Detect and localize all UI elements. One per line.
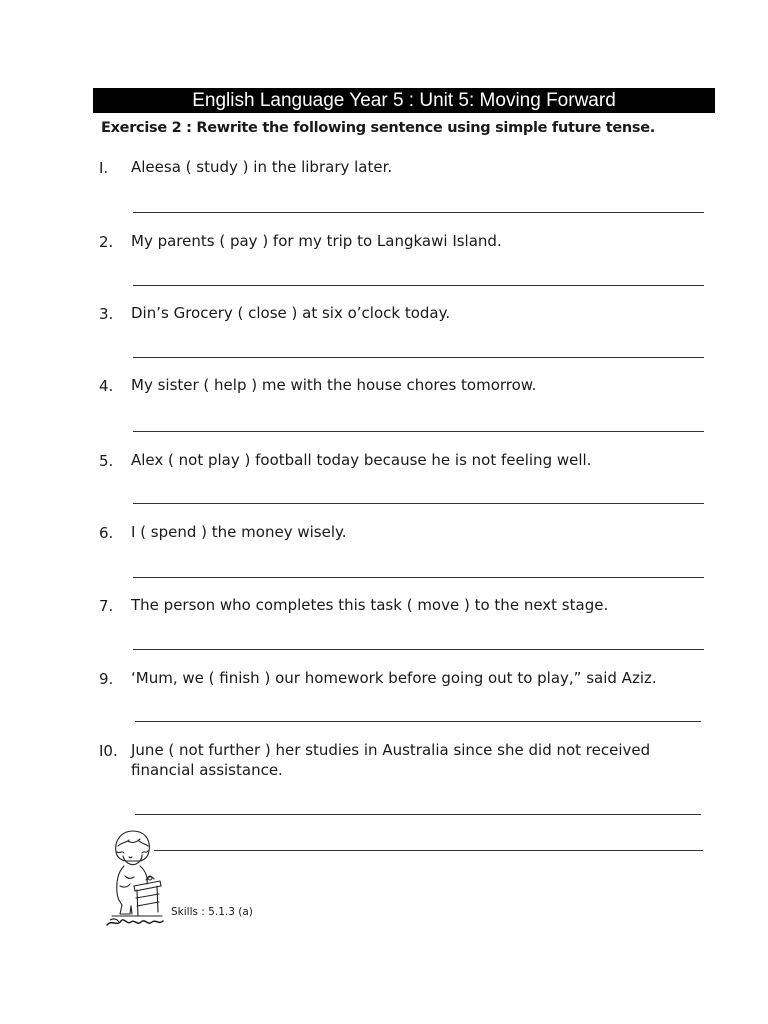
question-2-text: My parents ( pay ) for my trip to Langkawi Island. bbox=[131, 232, 502, 250]
question-2-number: 2. bbox=[99, 233, 114, 251]
worksheet-title: English Language Year 5 : Unit 5: Moving Forward bbox=[93, 88, 715, 113]
question-3-answer-line[interactable] bbox=[133, 357, 704, 358]
question-4-text: My sister ( help ) me with the house chores tomorrow. bbox=[131, 376, 537, 394]
question-9-text: ‘Mum, we ( finish ) our homework before going out to play,” said Aziz. bbox=[131, 669, 657, 687]
question-1-answer-line[interactable] bbox=[133, 212, 704, 213]
question-3-number: 3. bbox=[99, 305, 114, 323]
question-5-answer-line[interactable] bbox=[133, 503, 704, 504]
question-2-answer-line[interactable] bbox=[133, 285, 704, 286]
exercise-instruction: Exercise 2 : Rewrite the following sentence using simple future tense. bbox=[101, 120, 656, 136]
question-1-text: Aleesa ( study ) in the library later. bbox=[131, 158, 393, 176]
question-10-text-continued: financial assistance. bbox=[131, 761, 283, 779]
question-6-answer-line[interactable] bbox=[133, 577, 704, 578]
question-4-number: 4. bbox=[99, 377, 114, 395]
question-3-text: Din’s Grocery ( close ) at six o’clock today. bbox=[131, 304, 451, 322]
question-10-answer-line-1[interactable] bbox=[135, 814, 701, 815]
question-7-answer-line[interactable] bbox=[133, 649, 704, 650]
child-at-desk-illustration bbox=[104, 826, 166, 930]
question-7-text: The person who completes this task ( move ) to the next stage. bbox=[131, 596, 609, 614]
question-5-number: 5. bbox=[99, 452, 114, 470]
question-9-number: 9. bbox=[99, 670, 114, 688]
question-1-number: I. bbox=[99, 159, 109, 177]
question-7-number: 7. bbox=[99, 597, 114, 615]
question-4-answer-line[interactable] bbox=[133, 431, 704, 432]
question-10-text: June ( not further ) her studies in Australia since she did not received bbox=[131, 741, 651, 759]
question-9-answer-line[interactable] bbox=[135, 721, 701, 722]
question-6-text: I ( spend ) the money wisely. bbox=[131, 523, 347, 541]
question-6-number: 6. bbox=[99, 524, 114, 542]
question-10-number: I0. bbox=[99, 742, 118, 760]
question-10-answer-line-2[interactable] bbox=[154, 850, 703, 851]
question-5-text: Alex ( not play ) football today because he is not feeling well. bbox=[131, 451, 592, 469]
skills-reference: Skills : 5.1.3 (a) bbox=[171, 906, 253, 918]
